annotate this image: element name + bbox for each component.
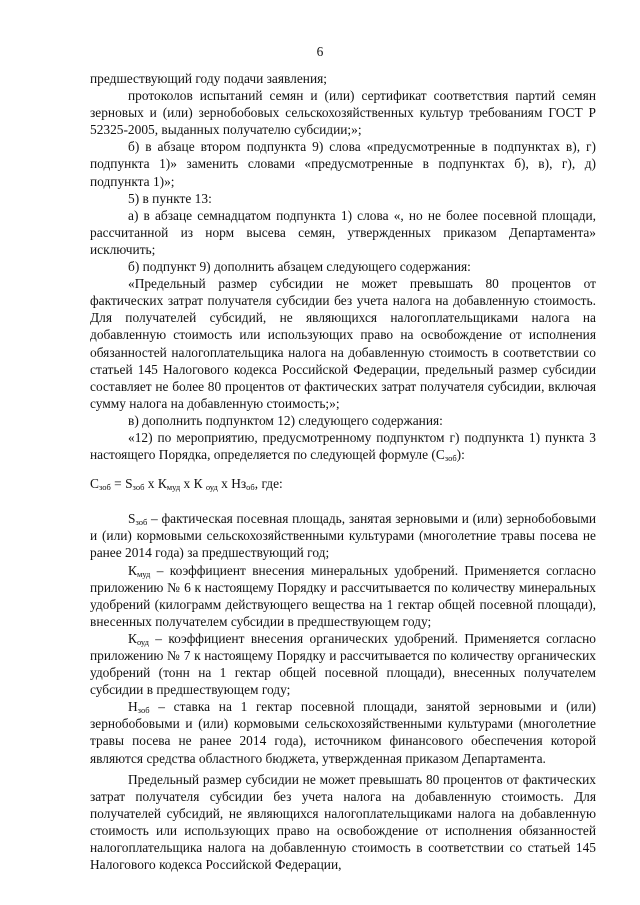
definition-k-oud: $К_{оуд}$ – коэффициент внесения органических удобрений. Применяется согласно приложению № 7 к настоящему Порядку и рассчитывается по количеству органических удобрений (тонн на 1 гектар общей посевной площади), внесенных получателем субсидии в предшествующем году;	[90, 630, 596, 698]
paragraph-add-subitem-12: в) дополнить подпунктом 12) следующего содержания:	[128, 412, 443, 428]
paragraph-amendment-b: б) в абзаце втором подпункта 9) слова «предусмотренные в подпунктах в), г) подпункта 1)» заменить словами «предусмотренные в подпунктах б), в), г), д) подпункта 1)»;	[90, 139, 596, 189]
paragraph-subitem-9: б) подпункт 9) дополнить абзацем следующего содержания:	[128, 259, 471, 275]
paragraph-seed-protocols: протоколов испытаний семян и (или) сертификат соответствия партий семян зерновых и (или) зернобобовых сельскохозяйственных культур требованиям ГОСТ Р 52325-2005, выданных получателю субсидии;»;	[90, 88, 596, 138]
paragraph-subsidy-limit: «Предельный размер субсидии не может превышать 80 процентов от фактических затрат получателя субсидии без учета налога на добавленную стоимость. Для получателей субсидий, не являющихся налогоплательщиками налога на добавленную стоимость или использующих право на освобождение от исполнения обязанностей налогоплательщика налога на добавленную стоимость в соответствии со статьей 145 Налогового кодекса Российской Федерации, предельный размер субсидии составляет не более 80 процентов от фактических затрат получателя субсидии, включая сумму налога на добавленную стоимость;»;	[90, 276, 596, 411]
definition-n-zob: $Н_{зоб}$ – ставка на 1 гектар посевной площади, занятой зерновыми и (или) зернобобовыми и (или) кормовыми сельскохозяйственными культурами (многолетние травы посева не ранее 2014 года), источником финансового обеспечения которой являются средства областного бюджета, утвержденная приказом Департамента.	[90, 699, 596, 766]
page-number: 6	[316, 44, 324, 59]
paragraph-continuation: предшествующий году подачи заявления;	[90, 71, 328, 86]
document-body	[90, 70, 596, 873]
paragraph-final-limit: Предельный размер субсидии не может превышать 80 процентов от фактических затрат получателя субсидии без учета налога на добавленную стоимость. Для получателей субсидий, не являющихся налогоплательщиками налога на добавленную стоимость или использующих право на освобождение от исполнения обязанностей налогоплательщика налога на добавленную стоимость в соответствии со статьей 145 Налогового кодекса Российской Федерации,	[90, 771, 596, 873]
definition-s-zob: $S_{зоб}$ – фактическая посевная площадь, занятая зерновыми и (или) зернобобовыми и (или) кормовыми сельскохозяйственными культурами (многолетние травы посева не ранее 2014 года) за предшествующий год;	[90, 511, 596, 561]
paragraph-subitem-12: «12) по мероприятию, предусмотренному подпунктом г) подпункта 1) пункта 3 настоящего Порядка, определяется по следующей формуле $(С_{зоб})$:	[90, 429, 596, 464]
paragraph-item-5: 5) в пункте 13:	[128, 190, 212, 206]
paragraph-amendment-a: а) в абзаце семнадцатом подпункта 1) слова «, но не более посевной площади, рассчитанной из норм высева семян, утвержденных приказом Департамента» исключить;	[90, 207, 596, 257]
subsidy-formula: $С_{зоб} = S_{зоб}$ х $К_{муд}$ х К $_{оуд}$ х $Нз_{об}$, где:	[90, 476, 283, 493]
definition-k-mud: $К_{муд}$ – коэффициент внесения минеральных удобрений. Применяется согласно приложению № 6 к настоящему Порядку и рассчитывается по количеству минеральных удобрений (килограмм действующего вещества на 1 гектар общей посевной площади), внесенных получателем субсидии в предшествующем году;	[90, 562, 596, 629]
